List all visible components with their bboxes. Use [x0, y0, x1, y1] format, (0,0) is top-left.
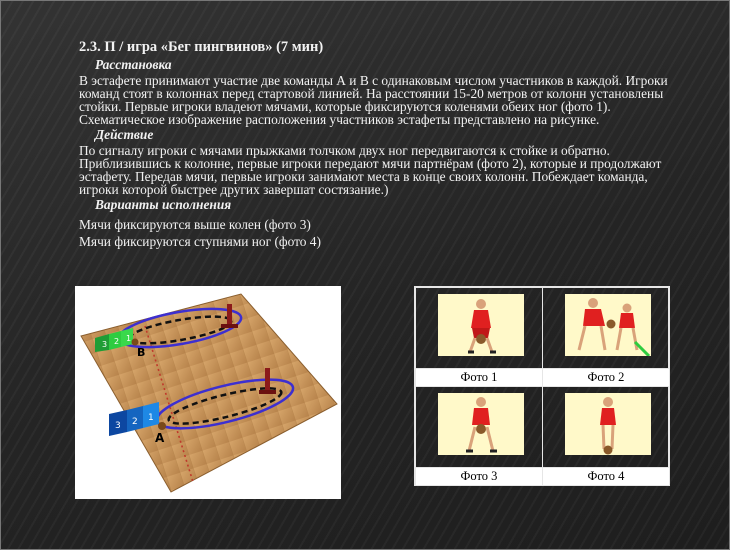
photo-caption: Фото 3 [416, 467, 542, 485]
team-a-player-number: 1 [148, 413, 154, 423]
photo-cell-2 [543, 288, 669, 386]
team-a-label: A [155, 431, 165, 445]
photos-table [414, 286, 670, 486]
photo-1-image [438, 294, 524, 356]
section-text-action: По сигналу игроки с мячами прыжками толчком двух ног передвигаются к стойке и обратно. Приблизившись к колонне, первые игроки передают мячи партнёрам (фото 2), которые и продолжают эстафету. Передав мячи, первые игроки занимают места в конце своих колонн. Побеждает команда, игроки которой быстрее других завершат состязание.) [79, 143, 662, 197]
photo-cell-3 [416, 387, 542, 485]
photo-4-image [565, 393, 651, 455]
section-text-placement: В эстафете принимают участие две команды А и В с одинаковым числом участников в каждой. Игроки команд стоят в колоннах перед стартовой линией. На расстоянии 15-20 метров от колонн установлены стойки. Первые игроки владеют мячами, которые фиксируются коленями обеих ног (фото 1). Схематическое изображение расположения участников эстафеты представлено на рисунке. [79, 73, 668, 127]
photo-3-image [438, 393, 524, 455]
photo-2-image [565, 294, 651, 356]
relay-diagram [75, 286, 341, 499]
photo-cell-4 [543, 387, 669, 485]
section-heading-variants: Варианты исполнения [95, 197, 232, 212]
variant-item: Мячи фиксируются ступнями ног (фото 4) [79, 234, 321, 249]
photo-cell-1 [416, 288, 542, 386]
team-b-player-number: 3 [102, 340, 108, 349]
section-heading-placement: Расстановка [95, 57, 172, 72]
team-a-player-number: 3 [115, 421, 121, 431]
photo-caption: Фото 1 [416, 368, 542, 386]
team-b-label: B [137, 346, 146, 359]
court-illustration [75, 286, 341, 499]
variant-item: Мячи фиксируются выше колен (фото 3) [79, 217, 311, 232]
photo-caption: Фото 4 [543, 467, 669, 485]
team-b-player-number: 1 [126, 334, 132, 343]
team-a-player-number: 2 [132, 417, 138, 427]
court-floor [81, 294, 337, 492]
slide-text [79, 39, 679, 250]
section-heading-action: Действие [95, 127, 154, 142]
team-b-player-number: 2 [114, 337, 120, 346]
slide-title: 2.3. П / игра «Бег пингвинов» (7 мин) [79, 39, 324, 55]
photo-caption: Фото 2 [543, 368, 669, 386]
